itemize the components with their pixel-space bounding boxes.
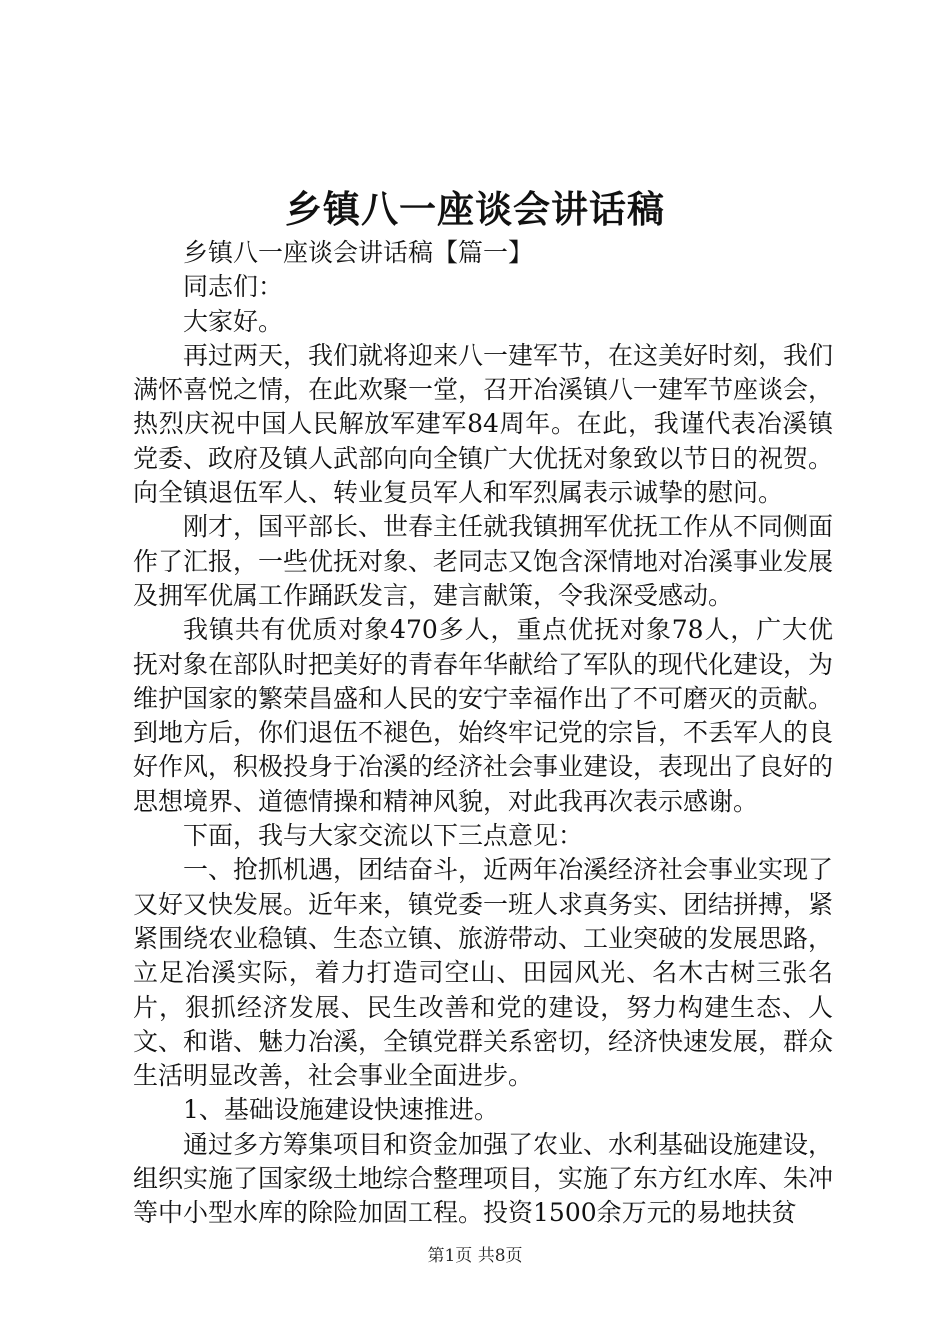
greeting: 大家好。 bbox=[183, 306, 284, 336]
paragraph: 再过两天，我们就将迎来八一建军节，在这美好时刻，我们满怀喜悦之情，在此欢聚一堂，召开冶溪镇八一建军节座谈会，热烈庆祝中国人民解放军建军84周年。在此，我谨代表冶溪镇党委、政府及镇人武部向向全镇广大优抚对象致以节日的祝贺。向全镇退伍军人、转业复员军人和军烈属表示诚挚的慰问。 bbox=[133, 340, 834, 508]
page-title: 乡镇八一座谈会讲话稿 bbox=[285, 187, 665, 231]
subheading: 1、基础设施建设快速推进。 bbox=[183, 1095, 499, 1125]
salutation: 同志们： bbox=[183, 272, 284, 302]
paragraph: 下面，我与大家交流以下三点意见： bbox=[183, 821, 584, 851]
paragraph: 一、抢抓机遇，团结奋斗，近两年冶溪经济社会事业实现了又好又快发展。近年来，镇党委一班人求真务实、团结拼搏，紧紧围绕农业稳镇、生态立镇、旅游带动、工业突破的发展思路，立足冶溪实际，着力打造司空山、田园风光、名木古树三张名片，狠抓经济发展、民生改善和党的建设，努力构建生态、人文、和谐、魅力冶溪，全镇党群关系密切，经济快速发展，群众生活明显改善，社会事业全面进步。 bbox=[133, 855, 834, 1091]
paragraph: 通过多方筹集项目和资金加强了农业、水利基础设施建设，组织实施了国家级土地综合整理项目，实施了东方红水库、朱冲等中小型水库的除险加固工程。投资1500余万元的易地扶贫 bbox=[133, 1129, 834, 1228]
page-footer: 第1页 共8页 bbox=[427, 1246, 523, 1266]
document-body bbox=[133, 236, 833, 1231]
section-heading: 乡镇八一座谈会讲话稿【篇一】 bbox=[183, 238, 534, 267]
paragraph: 我镇共有优质对象470多人，重点优抚对象78人，广大优抚对象在部队时把美好的青春年华献给了军队的现代化建设，为维护国家的繁荣昌盛和人民的安宁幸福作出了不可磨灭的贡献。到地方后，你们退伍不褪色，始终牢记党的宗旨，不丢军人的良好作风，积极投身于冶溪的经济社会事业建设，表现出了良好的思想境界、道德情操和精神风貌，对此我再次表示感谢。 bbox=[133, 615, 834, 816]
paragraph: 刚才，国平部长、世春主任就我镇拥军优抚工作从不同侧面作了汇报，一些优抚对象、老同志又饱含深情地对冶溪事业发展及拥军优属工作踊跃发言，建言献策，令我深受感动。 bbox=[133, 512, 834, 610]
